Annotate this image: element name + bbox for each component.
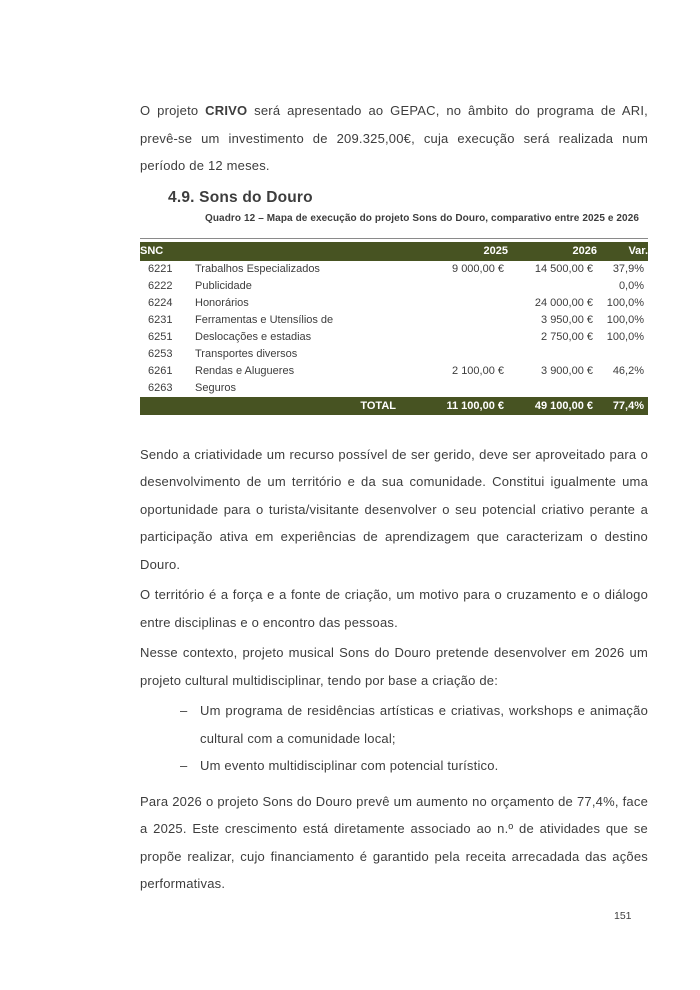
row-code: 6231 (148, 314, 173, 326)
paragraph-context: Nesse contexto, projeto musical Sons do Douro pretende desenvolver em 2026 um projeto cultural multidisciplinar, tendo por base a criação de: (140, 645, 648, 688)
bullet-list (140, 697, 648, 780)
row-description: Transportes diversos (195, 348, 298, 360)
row-2025-value (400, 278, 508, 295)
row-code: 6261 (148, 365, 173, 377)
row-var-value: 37,9% (612, 263, 645, 275)
row-var-value (597, 346, 648, 363)
row-description: Publicidade (195, 280, 252, 292)
paragraph-territory: O território é a força e a fonte de criação, um motivo para o cruzamento e o diálogo entre disciplinas e o encontro das pessoas. (140, 587, 648, 630)
row-2025-value (400, 329, 508, 346)
row-var-value: 100,0% (606, 297, 645, 309)
table-row (140, 295, 648, 312)
row-code: 6251 (148, 331, 173, 343)
row-description: Rendas e Alugueres (195, 365, 295, 377)
row-2025-value: 2 100,00 € (452, 365, 505, 377)
col-header-var: Var. (597, 242, 648, 261)
paragraph-creativity: Sendo a criatividade um recurso possível de ser gerido, deve ser aproveitado para o desenvolvimento de um território e da sua comunidade. Constitui igualmente uma oportunidade para o turista/visitante desenvolver o seu potencial criativo perante a participação ativa em experiências de aprendizagem que caracterizam o destino Douro. (140, 446, 648, 572)
table-row (140, 346, 648, 363)
row-2026-value: 14 500,00 € (534, 263, 594, 275)
list-item-text: Um programa de residências artísticas e criativas, workshops e animação cultural com a comunidade local; (200, 703, 648, 746)
row-code: 6224 (148, 297, 173, 309)
row-description: Ferramentas e Utensílios de (195, 314, 334, 326)
row-code: 6253 (148, 348, 173, 360)
row-2025-value (400, 380, 508, 397)
dash-marker: – (180, 703, 188, 718)
list-item (140, 752, 648, 780)
budget-table (140, 242, 648, 415)
row-description: Seguros (195, 382, 236, 394)
row-2025-value (400, 346, 508, 363)
table-row (140, 380, 648, 397)
row-var-value: 100,0% (606, 314, 645, 326)
row-2026-value (508, 346, 597, 363)
row-var-value: 100,0% (606, 331, 645, 343)
intro-text-pre: O projeto (140, 103, 206, 118)
col-header-2026: 2026 (508, 242, 597, 261)
table-row (140, 312, 648, 329)
paragraph-closing: Para 2026 o projeto Sons do Douro prevê um aumento no orçamento de 77,4%, face a 2025. Este crescimento está diretamente associado ao n.º de atividades que se propõe realizar, cujo financiamento é garantido pela receita arrecadada das ações performativas. (140, 793, 648, 891)
col-header-2025: 2025 (400, 242, 508, 261)
page-content (140, 0, 648, 901)
table-row (140, 261, 648, 278)
list-item-text: Um evento multidisciplinar com potencial turístico. (200, 758, 499, 773)
total-2025-value: 11 100,00 € (400, 397, 508, 415)
budget-table-wrap (140, 238, 648, 415)
row-2026-value: 3 950,00 € (541, 314, 594, 326)
row-var-value: 0,0% (618, 280, 645, 292)
section-heading: 4.9. Sons do Douro (168, 188, 313, 206)
row-code: 6263 (148, 382, 173, 394)
total-2026-value: 49 100,00 € (508, 397, 597, 415)
row-description: Deslocações e estadias (195, 331, 312, 343)
intro-paragraph (140, 97, 648, 180)
table-row (140, 363, 648, 380)
total-var-value: 77,4% (597, 397, 648, 415)
row-description: Trabalhos Especializados (195, 263, 320, 275)
row-var-value (597, 380, 648, 397)
row-var-value: 46,2% (612, 365, 645, 377)
row-2026-value: 3 900,00 € (541, 365, 594, 377)
row-code: 6221 (148, 263, 173, 275)
list-item (140, 697, 648, 752)
row-2025-value (400, 312, 508, 329)
row-2025-value (400, 295, 508, 312)
table-row (140, 278, 648, 295)
row-description: Honorários (195, 297, 249, 309)
row-2026-value: 2 750,00 € (541, 331, 594, 343)
col-header-snc: SNC (140, 242, 400, 261)
table-header-row (140, 242, 648, 261)
intro-text-post: será apresentado ao GEPAC, no âmbito do programa de ARI, prevê-se um investimento de 209.325,00€, cuja execução será realizada num período de 12 meses. (140, 103, 648, 173)
table-total-row (140, 397, 648, 415)
row-2025-value: 9 000,00 € (452, 263, 505, 275)
row-2026-value (508, 380, 597, 397)
dash-marker: – (180, 758, 188, 773)
row-2026-value: 24 000,00 € (534, 297, 594, 309)
row-2026-value (508, 278, 597, 295)
table-row (140, 329, 648, 346)
row-code: 6222 (148, 280, 173, 292)
table-caption: Quadro 12 – Mapa de execução do projeto Sons do Douro, comparativo entre 2025 e 2026 (204, 212, 640, 224)
page-number: 151 (614, 910, 632, 922)
total-label: TOTAL (140, 397, 400, 415)
intro-bold-crivo: CRIVO (205, 103, 248, 118)
